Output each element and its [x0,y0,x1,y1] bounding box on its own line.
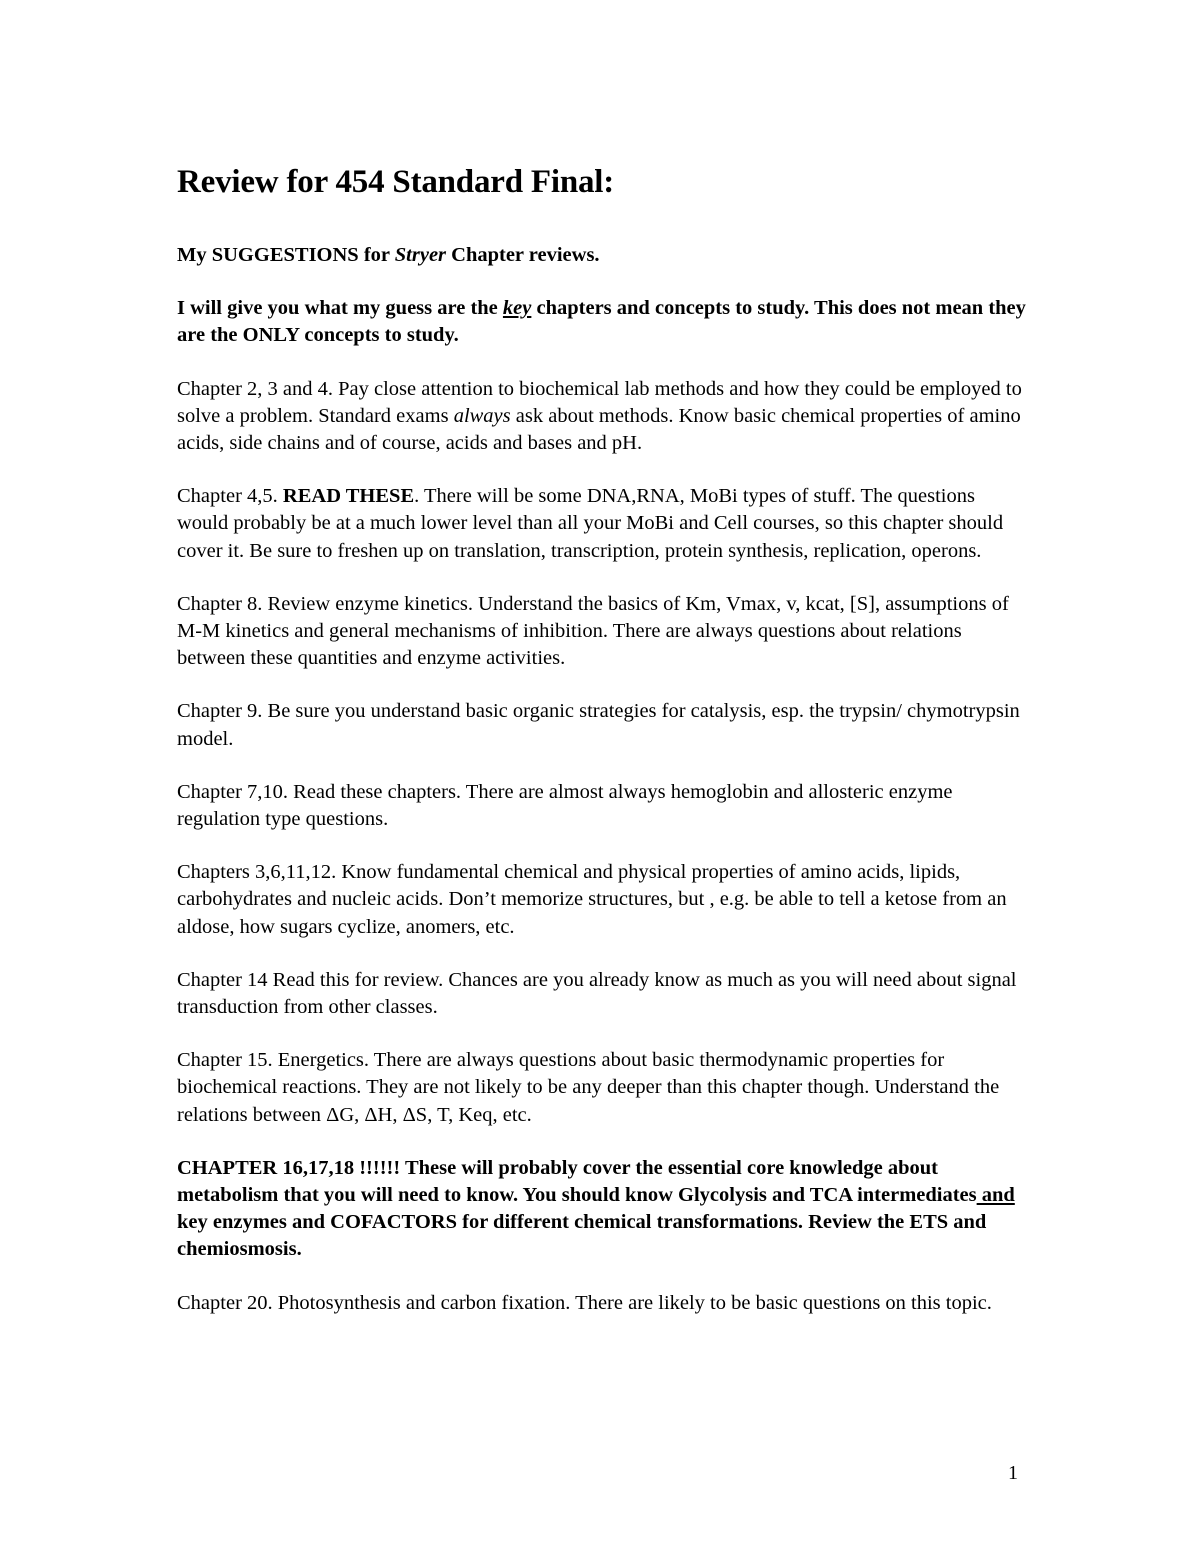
intro-pre: I will give you what my guess are the [177,297,503,320]
ch45-pre: Chapter 4,5. [177,485,283,508]
chapter-8-paragraph: Chapter 8. Review enzyme kinetics. Understand the basics of Km, Vmax, v, kcat, [S], assumptions of M-M kinetics and general mechanisms of inhibition. There are always questions about relations between these quantities and enzyme activities. [177,592,1009,670]
chapter-7-10-paragraph: Chapter 7,10. Read these chapters. There are almost always hemoglobin and allosteric enzyme regulation type questions. [177,780,953,831]
book-title: Stryer [394,244,447,266]
ch45-read-these: READ THESE [282,485,415,508]
chapter-16-17-18-paragraph [177,1155,1027,1264]
page-number: 1 [1008,1462,1018,1484]
intro-post: chapters and concepts to study. This does not mean they are the ONLY concepts to study. [177,297,1026,347]
intro-key-word: key [502,297,532,320]
chapters-3-6-11-12-paragraph: Chapters 3,6,11,12. Know fundamental chemical and physical properties of amino acids, lipids, carbohydrates and nucleic acids. Don’t memorize structures, but , e.g. be able to tell a ketose from an aldose, how sugars cyclize, anomers, etc. [177,861,1007,938]
suggestions-line [177,242,1027,269]
chapter-9-paragraph: Chapter 9. Be sure you understand basic organic strategies for catalysis, esp. the trypsin/ chymotrypsin model. [177,700,1020,750]
suggestions-pre: My SUGGESTIONS for [177,244,395,266]
ch234-pre: Chapter 2, 3 and 4. Pay close attention to biochemical lab methods and how they could be employed to solve a problem. Standard exams [177,377,1022,427]
chapter-4-5-paragraph [177,483,1027,565]
chapter-14-paragraph: Chapter 14 Read this for review. Chances are you already know as much as you will need about signal transduction from other classes. [177,968,1017,1019]
ch161718-pre: CHAPTER 16,17,18 !!!!!! These will probably cover the essential core knowledge about metabolism that you will need to know. You should know Glycolysis and TCA intermediates [177,1156,977,1207]
ch161718-and: and [976,1184,1015,1207]
suggestions-post: Chapter reviews. [446,244,600,266]
document-title: Review for 454 Standard Final: [177,164,615,200]
ch161718-post: key enzymes and COFACTORS for different chemical transformations. Review the ETS and chemiosmosis. [177,1211,987,1261]
intro-paragraph [177,295,1027,349]
document-body [177,160,1027,1317]
chapter-15-paragraph: Chapter 15. Energetics. There are always questions about basic thermodynamic properties for biochemical reactions. They are not likely to be any deeper than this chapter though. Understand the relations between ΔG, ΔH, ΔS, T, Keq, etc. [177,1049,1000,1126]
chapter-20-paragraph: Chapter 20. Photosynthesis and carbon fixation. There are likely to be basic questions on this topic. [177,1291,992,1314]
ch234-always: always [453,404,511,427]
ch234-post: ask about methods. Know basic chemical properties of amino acids, side chains and of course, acids and bases and pH. [177,404,1021,455]
chapter-2-3-4-paragraph [177,376,1027,458]
ch45-post: . There will be some DNA,RNA, MoBi types of stuff. The questions would probably be at a much lower level than all your MoBi and Cell courses, so this chapter should cover it. Be sure to freshen up on translation, transcription, protein synthesis, replication, operons. [177,485,1004,562]
